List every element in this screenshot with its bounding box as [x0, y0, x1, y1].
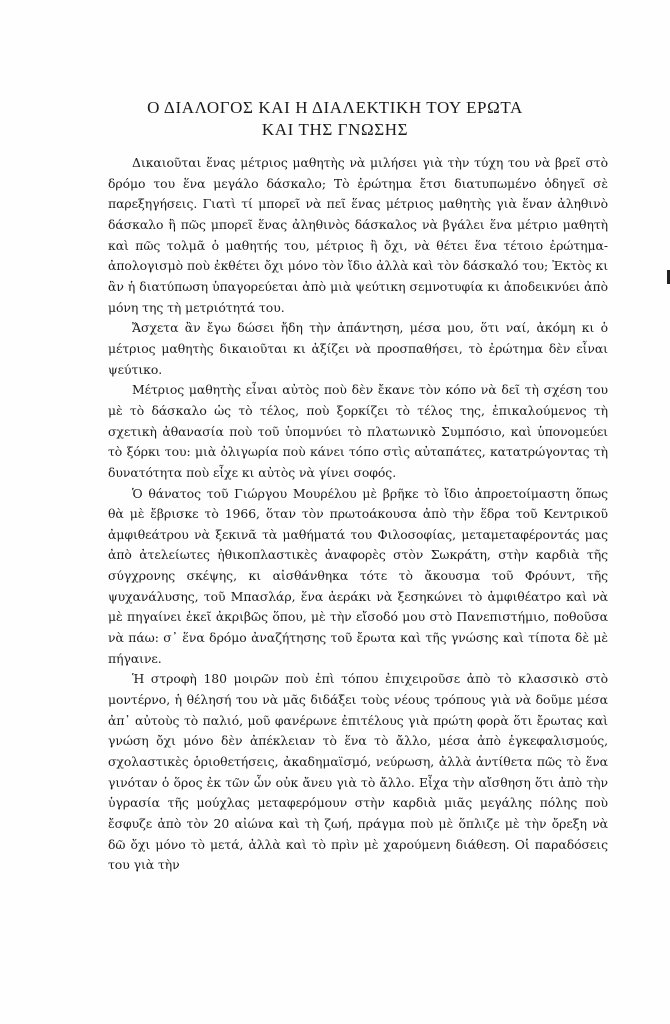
- paragraph-1: Δικαιοῦται ἕνας μέτριος μαθητὴς νὰ μιλήσει γιὰ τὴν τύχη του νὰ βρεῖ στὸ δρόμο του ἕνα μεγάλο δάσκαλο; Τὸ ἐρώτημα ἔτσι διατυπωμένο ὁδηγεῖ σὲ παρεξηγήσεις. Γιατὶ τί μπορεῖ νὰ πεῖ ἕνας μέτριος μαθητὴς γιὰ ἕναν ἀληθινὸ δάσκαλο ἢ πῶς μπορεῖ ἕνας ἀληθινὸς δάσκαλος νὰ βγάλει ἕνα μέτριο μαθητὴ καὶ πῶς τολμᾶ ὁ μαθητής του, μέτριος ἢ ὄχι, νὰ θέτει ἕνα τέτοιο ἐρώτημα-ἀπολογισμὸ ποὺ ἐκθέτει ὄχι μόνο τὸν ἴδιο ἀλλὰ καὶ τὸν δάσκαλό του; Ἐκτὸς κι ἂν ἡ διατύπωση ὑπαγορεύεται ἀπὸ μιὰ ψεύτικη σεμνοτυφία κι ἀποδεικνύει ἀπὸ μόνη της τὴ μετριότητά του.: [108, 155, 608, 315]
- paragraph-4: Ὁ θάνατος τοῦ Γιώργου Μουρέλου μὲ βρῆκε τὸ ἴδιο ἀπροετοίμαστη ὅπως θὰ μὲ ἔβρισκε τὸ 1966, ὅταν τὸν πρωτοάκουσα ἀπὸ τὴν ἕδρα τοῦ Κεντρικοῦ ἀμφιθεάτρου νὰ ξεκινᾶ τὰ μαθήματά του Φιλοσοφίας, μεταμεταφέροντάς μας ἀπὸ ἀτελείωτες ἠθικοπλαστικὲς ἀναφορὲς στὸν Σωκράτη, στὴν καρδιὰ τῆς σύγχρονης σκέψης, κι αἰσθάνθηκα τότε τὸ ἄκουσμα τοῦ Φρόυντ, τῆς ψυχανάλυσης, τοῦ Μπασλάρ, ἕνα ἀεράκι νὰ ξεσηκώνει τὸ ἀμφιθέατρο καὶ νὰ μὲ πηγαίνει ἐκεῖ ἀκριβῶς ὅπου, μὲ τὴν εἴσοδό μου στὸ Πανεπιστήμιο, ποθοῦσα νὰ πάω: σ᾿ ἕνα δρόμο ἀναζήτησης τοῦ ἔρωτα καὶ τῆς γνώσης καὶ τίποτα δὲ μὲ πήγαινε.: [108, 485, 608, 666]
- chapter-title-line-1: Ο ΔΙΑΛΟΓΟΣ ΚΑΙ Η ΔΙΑΛΕΚΤΙΚΗ ΤΟΥ ΕΡΩΤΑ: [147, 98, 523, 117]
- chapter-body: [108, 153, 608, 876]
- paragraph-3: Μέτριος μαθητὴς εἶναι αὐτὸς ποὺ δὲν ἔκανε τὸν κόπο νὰ δεῖ τὴ σχέση του μὲ τὸ δάσκαλο ὡς τὸ τέλος, ποὺ ξορκίζει τὸ τέλος της, ἐπικαλούμενος τὴ σχετικὴ ἀθανασία ποὺ τοῦ ὑπομνύει τὸ πλατωνικὸ Συμπόσιο, καὶ ὑπονομεύει τὸ ξόρκι του: μιὰ ὀλιγωρία ποὺ κάνει τόπο στὶς αὐταπάτες, κατατρώγοντας τὴ δυνατότητα ποὺ εἶχε κι αὐτὸς νὰ γίνει σοφός.: [108, 382, 608, 480]
- paragraph-5: Ἡ στροφὴ 180 μοιρῶν ποὺ ἐπὶ τόπου ἐπιχειροῦσε ἀπὸ τὸ κλασσικὸ στὸ μοντέρνο, ἡ θέλησή του νὰ μᾶς διδάξει τοὺς νέους τρόπους γιὰ νὰ δοῦμε μέσα ἀπ᾿ αὐτοὺς τὸ παλιό, μοῦ φανέρωνε ἐπιτέλους γιὰ πρώτη φορὰ ὅτι ἔρωτας καὶ γνώση ὄχι μόνο δὲν ἀπέκλειαν τὸ ἕνα τὸ ἄλλο, μέσα ἀπὸ ἐγκεφαλισμούς, σχολαστικὲς ὁριοθετήσεις, ἀκαδημαϊσμό, νεύρωση, ἀλλὰ ἀντίθετα πῶς τὸ ἕνα γινόταν ὁ ὅρος ἐκ τῶν ὧν οὐκ ἄνευ γιὰ τὸ ἄλλο. Εἶχα τὴν αἴσθηση ὅτι ἀπὸ τὴν ὑγρασία τῆς μούχλας μεταφερόμουν στὴν καρδιὰ μιᾶς μεγάλης πόλης ποὺ ἔσφυζε ἀπὸ τὸν 20 αἰώνα καὶ τὴ ζωή, πράγμα ποὺ μὲ ὅπλιζε μὲ τὴν ὄρεξη νὰ δῶ ὄχι μόνο τὸ μετά, ἀλλὰ καὶ τὸ πρὶν μὲ χαρούμενη διάθεση. Οἱ παραδόσεις του γιὰ τὴν: [108, 671, 608, 873]
- chapter-title-line-2: ΚΑΙ ΤΗΣ ΓΝΩΣΗΣ: [261, 120, 409, 139]
- paragraph-2: Ἄσχετα ἂν ἔγω δώσει ἤδη τὴν ἀπάντηση, μέσα μου, ὅτι ναί, ἀκόμη κι ὁ μέτριος μαθητὴς δικαιοῦται κι ἀξίζει νὰ προσπαθήσει, τὸ ἐρώτημα δὲν εἶναι ψεύτικο.: [108, 320, 608, 377]
